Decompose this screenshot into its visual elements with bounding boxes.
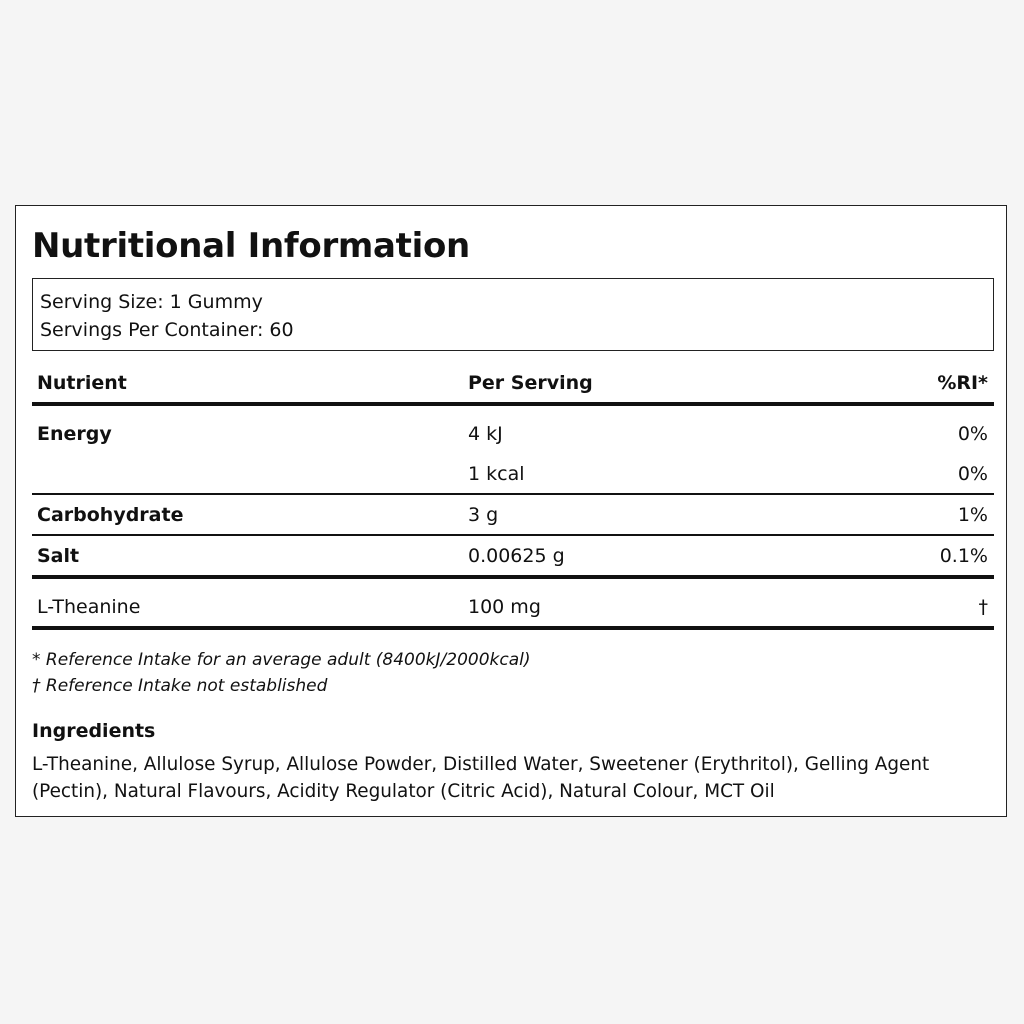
ingredients-text: L-Theanine, Allulose Syrup, Allulose Powder, Distilled Water, Sweetener (Erythritol), Gelling Agent (Pectin), Natural Flavours, Acidity Regulator (Citric Acid), Natural Colour, MCT Oil <box>32 754 930 802</box>
header-divider <box>32 402 994 406</box>
serving-size: Serving Size: 1 Gummy <box>40 291 263 313</box>
footnote-not-established: † Reference Intake not established <box>32 676 328 696</box>
per-serving-value: 3 g <box>468 504 499 526</box>
ri-value: † <box>978 596 988 618</box>
nutrient-name: Energy <box>37 423 112 445</box>
per-serving-value: 1 kcal <box>468 463 525 485</box>
header-per-serving: Per Serving <box>468 372 593 394</box>
ri-value: 1% <box>957 504 988 526</box>
nutrient-name: Salt <box>37 545 80 567</box>
per-serving-value: 0.00625 g <box>468 545 565 567</box>
header-ri: %RI* <box>937 372 988 394</box>
per-serving-value: 4 kJ <box>468 423 503 445</box>
row-divider <box>32 493 994 495</box>
nutrition-panel <box>15 205 1007 817</box>
header-nutrient: Nutrient <box>37 372 127 394</box>
row-divider <box>32 534 994 536</box>
per-serving-value: 100 mg <box>468 596 541 618</box>
ri-value: 0% <box>957 463 988 485</box>
nutrient-name: Carbohydrate <box>37 504 184 526</box>
nutrient-name: L-Theanine <box>37 596 141 618</box>
ingredients-title: Ingredients <box>32 720 156 742</box>
ri-value: 0% <box>957 423 988 445</box>
ri-value: 0.1% <box>939 545 988 567</box>
row-divider-thick <box>32 575 994 579</box>
servings-per-container: Servings Per Container: 60 <box>40 319 294 341</box>
serving-info-box <box>32 278 994 351</box>
page-title: Nutritional Information <box>32 226 470 266</box>
table-bottom-rule <box>32 626 994 630</box>
footnote-reference-intake: * Reference Intake for an average adult (8400kJ/2000kcal) <box>32 650 531 670</box>
